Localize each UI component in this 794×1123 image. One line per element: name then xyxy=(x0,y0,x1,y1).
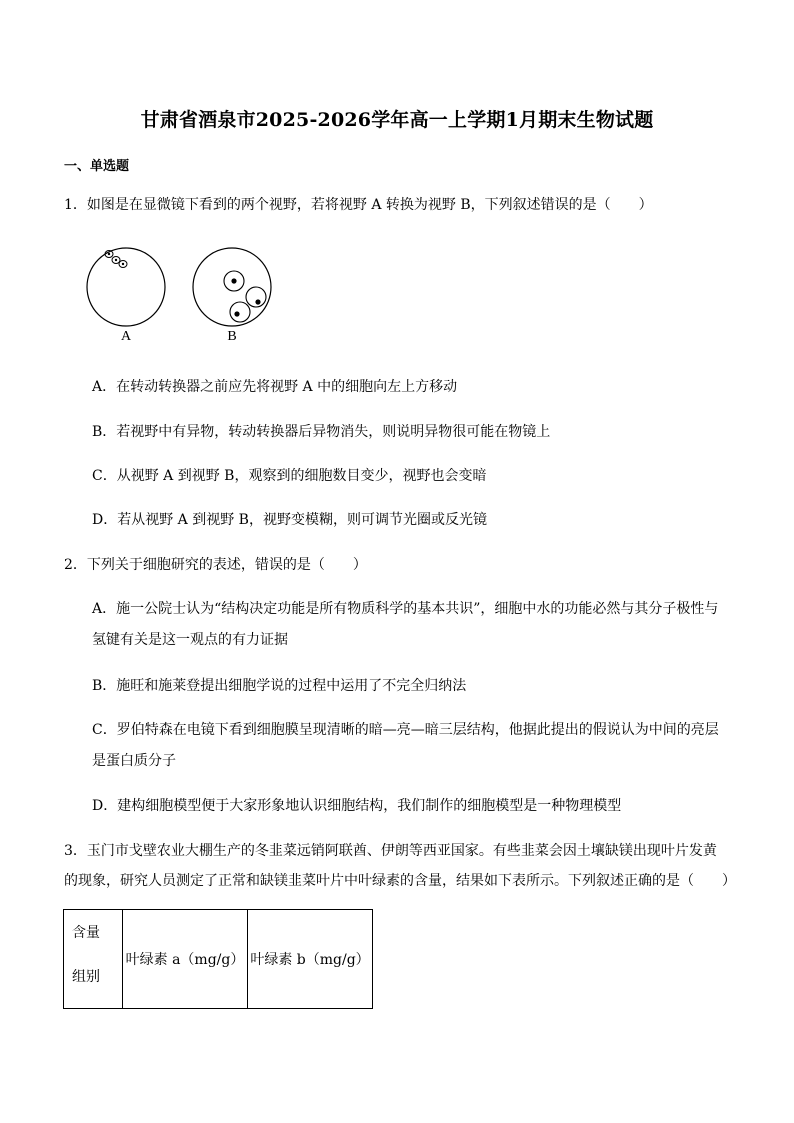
q1-option-c: C．从视野 A 到视野 B，观察到的细胞数目变少，视野也会变暗 xyxy=(92,468,487,484)
corner-label-group: 组别 xyxy=(72,969,100,985)
field-a-nucleus xyxy=(108,253,110,255)
q2-option-c-cont: 是蛋白质分子 xyxy=(92,753,176,769)
field-b-nucleus xyxy=(234,311,239,316)
table-header-chlorophyll-b: 叶绿素 b（mg/g） xyxy=(248,910,373,1009)
field-a-nucleus xyxy=(115,259,117,261)
q2-option-c: C．罗伯特森在电镜下看到细胞膜呈现清晰的暗—亮—暗三层结构，他据此提出的假说认为中间的亮层 xyxy=(92,722,719,738)
q1-option-a: A．在转动转换器之前应先将视野 A 中的细胞向左上方移动 xyxy=(92,379,458,395)
chlorophyll-table xyxy=(63,909,373,1009)
table-header-chlorophyll-a: 叶绿素 a（mg/g） xyxy=(123,910,248,1009)
question-1-stem: 1．如图是在显微镜下看到的两个视野，若将视野 A 转换为视野 B，下列叙述错误的是（ ） xyxy=(64,197,653,213)
q1-option-d: D．若从视野 A 到视野 B，视野变模糊，则可调节光圈或反光镜 xyxy=(92,512,487,528)
q1-option-b: B．若视野中有异物，转动转换器后异物消失，则说明异物很可能在物镜上 xyxy=(92,424,551,440)
question-3-stem-line2: 的现象，研究人员测定了正常和缺镁韭菜叶片中叶绿素的含量，结果如下表所示。下列叙述正确的是（ ） xyxy=(64,873,736,889)
microscope-fields-figure xyxy=(80,240,290,350)
corner-label-content: 含量 xyxy=(72,925,100,941)
q2-option-b: B．施旺和施莱登提出细胞学说的过程中运用了不完全归纳法 xyxy=(92,678,467,694)
page-title: 甘肃省酒泉市2025-2026学年高一上学期1月期末生物试题 xyxy=(140,109,654,131)
field-b-nucleus xyxy=(255,299,260,304)
field-a-circle xyxy=(87,248,165,326)
question-3-stem-line1: 3．玉门市戈壁农业大棚生产的冬韭菜远销阿联酋、伊朗等西亚国家。有些韭菜会因土壤缺镁出现叶片发黄 xyxy=(64,843,717,859)
table-row xyxy=(64,910,373,1009)
q2-option-d: D．建构细胞模型便于大家形象地认识细胞结构，我们制作的细胞模型是一种物理模型 xyxy=(92,798,622,814)
section-heading: 一、单选题 xyxy=(64,159,130,174)
field-b-label: B xyxy=(227,329,237,344)
field-a-label: A xyxy=(120,329,132,344)
field-b-cell xyxy=(246,287,266,307)
field-a-nucleus xyxy=(122,263,124,265)
field-b-nucleus xyxy=(231,278,236,283)
table-corner-cell xyxy=(64,910,123,1009)
q2-option-a-cont: 氢键有关是这一观点的有力证据 xyxy=(92,632,288,648)
q2-option-a: A．施一公院士认为“结构决定功能是所有物质科学的基本共识”，细胞中水的功能必然与其分子极性与 xyxy=(92,601,719,617)
question-2-stem: 2．下列关于细胞研究的表述，错误的是（ ） xyxy=(64,557,367,573)
field-b-cell xyxy=(230,302,250,322)
